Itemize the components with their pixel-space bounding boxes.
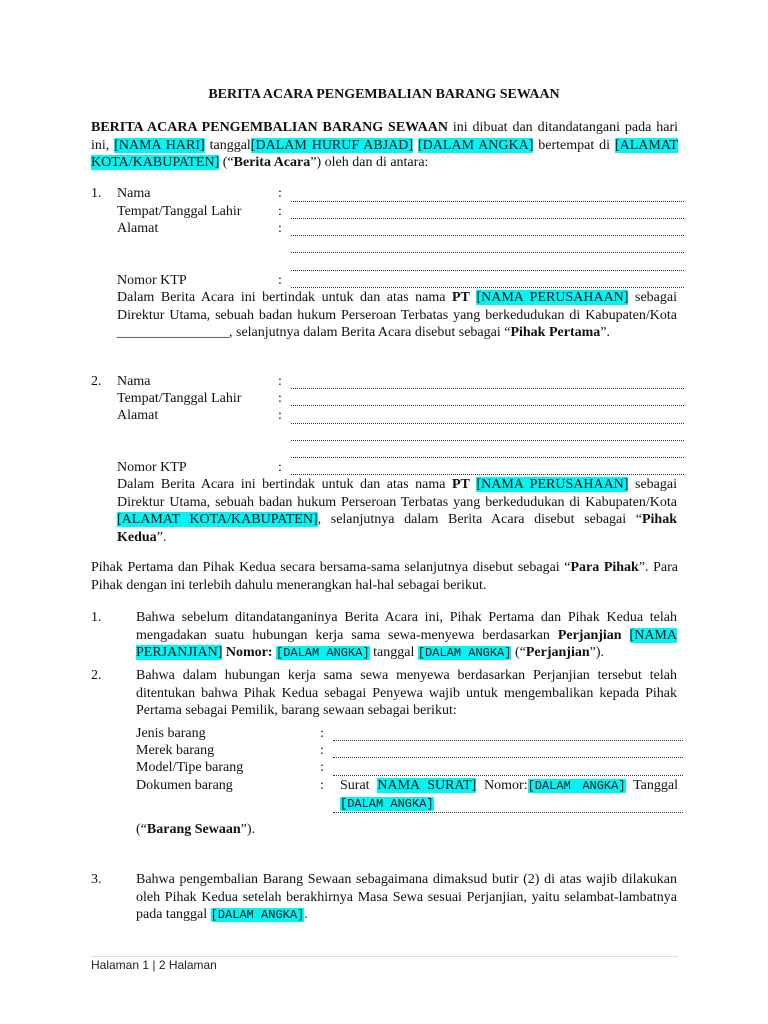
placeholder-dalam-huruf: [DALAM HURUF ABJAD] [250,137,414,153]
colon: : [320,760,324,775]
party-1-label-ttl: Tempat/Tanggal Lahir [117,204,242,219]
colon: : [320,743,324,758]
dokumen-barang-value: Surat NAMA SURAT] Nomor:[DALAM ANGKA] Tanggal [DALAM ANGKA] [340,778,678,811]
placeholder-dalam-angka: [DALAM ANGKA] [418,137,534,153]
fill-line [291,287,684,288]
party-2-label-nama: Nama [117,374,151,389]
colon: : [320,778,324,793]
placeholder-nama-perusahaan: [NAMA PERUSAHAAN] [476,290,629,305]
fill-line [333,740,683,741]
item-1-number: 1. [91,610,102,625]
document-title: BERITA ACARA PENGEMBALIAN BARANG SEWAAN [208,87,560,102]
colon: : [278,460,282,475]
colon: : [278,374,282,389]
placeholder-dalam-angka: [DALAM ANGKA] [276,646,370,661]
intro-paragraph: BERITA ACARA PENGEMBALIAN BARANG SEWAAN ini dibuat dan ditandatangani pada hari ini, [NAMA HARI] tanggal[DALAM HURUF ABJAD] [DALAM ANGKA] bertempat di [ALAMAT KOTA/KABUPATEN] (“Berita Acara”) oleh dan di antara: [91,120,678,171]
party-2-description: Dalam Berita Acara ini bertindak untuk dan atas nama PT [NAMA PERUSAHAAN] sebagai Direktur Utama, sebuah badan hukum Perseroan Terbatas yang berkedudukan di Kabupaten/Kota [ALAMAT KOTA/KABUPATEN], selanjutnya dalam Berita Acara disebut sebagai “Pihak Kedua”. [117,477,677,545]
barang-sewaan-definition: (“Barang Sewaan”). [136,822,256,837]
party-2-label-ktp: Nomor KTP [117,460,187,475]
placeholder-nama-hari: [NAMA HARI] [114,137,205,153]
label-model-barang: Model/Tipe barang [136,760,244,775]
footer-divider [91,956,678,957]
placeholder-dalam-angka: [DALAM ANGKA] [340,797,434,811]
fill-line [291,423,684,424]
label-merek-barang: Merek barang [136,743,215,758]
label-dokumen-barang: Dokumen barang [136,778,233,793]
intro-bold-title: BERITA ACARA PENGEMBALIAN BARANG SEWAAN [91,120,448,135]
placeholder-dalam-angka: [DALAM ANGKA] [417,646,512,661]
item-2-number: 2. [91,668,102,683]
placeholder-nama-surat: NAMA SURAT] [377,778,477,793]
colon: : [320,726,324,741]
item-2-text: Bahwa dalam hubungan kerja sama sewa menyewa berdasarkan Perjanjian tersebut telah ditentukan bahwa Pihak Kedua sebagai Penyewa wajib untuk mengembalikan kepada Pihak Pertama sebagai Pemilik, barang sewaan sebagai berikut: [136,668,677,719]
fill-line [291,252,684,253]
fill-line [291,270,684,271]
colon: : [278,273,282,288]
item-3-text: Bahwa pengembalian Barang Sewaan sebagaimana dimaksud butir (2) di atas wajib dilakukan oleh Pihak Kedua setelah berakhirnya Masa Sewa sesuai Perjanjian, yaitu selambat-lambatnya pada tanggal [DALAM ANGKA]. [136,872,677,923]
fill-line [291,235,684,236]
fill-line [333,757,683,758]
placeholder-nama-perjanjian: [NAMA PERJANJIAN] [136,627,677,661]
fill-line [291,388,684,389]
item-3-number: 3. [91,872,102,887]
label-jenis-barang: Jenis barang [136,726,206,741]
colon: : [278,391,282,406]
placeholder-alamat: [ALAMAT KOTA/KABUPATEN] [91,137,678,171]
fill-line [291,474,684,475]
party-1-description: Dalam Berita Acara ini bertindak untuk dan atas nama PT [NAMA PERUSAHAAN] sebagai Direktur Utama, sebuah badan hukum Perseroan Terbatas yang berkedudukan di Kabupaten/Kota ________________, selanjutnya dalam Berita Acara disebut sebagai “Pihak Pertama”. [117,290,677,341]
page-footer: Halaman 1 | 2 Halaman [91,958,217,972]
colon: : [278,221,282,236]
party-1-number: 1. [91,186,102,201]
party-1-label-alamat: Alamat [117,221,159,236]
placeholder-nama-perusahaan: [NAMA PERUSAHAAN] [476,477,629,492]
party-1-label-nama: Nama [117,186,151,201]
para-pihak-paragraph: Pihak Pertama dan Pihak Kedua secara bersama-sama selanjutnya disebut sebagai “Para Pihak”. Para Pihak dengan ini terlebih dahulu menerangkan hal-hal sebagai berikut. [91,560,678,593]
colon: : [278,204,282,219]
fill-line [333,775,683,776]
colon: : [278,408,282,423]
placeholder-dalam-angka: [DALAM ANGKA] [210,908,305,923]
placeholder-alamat: [ALAMAT KOTA/KABUPATEN] [117,512,318,528]
party-2-label-alamat: Alamat [117,408,159,423]
party-2-number: 2. [91,374,102,389]
fill-line [291,440,684,441]
placeholder-dalam-angka: [DALAM ANGKA] [527,779,626,793]
fill-line [291,201,684,202]
party-1-label-ktp: Nomor KTP [117,273,187,288]
item-1-text: Bahwa sebelum ditandatanganinya Berita Acara ini, Pihak Pertama dan Pihak Kedua telah mengadakan suatu hubungan kerja sama sewa-menyewa berdasarkan Perjanjian [NAMA PERJANJIAN] Nomor: [DALAM ANGKA] tanggal [DALAM ANGKA] (“Perjanjian”). [136,610,677,661]
fill-line [291,405,684,406]
colon: : [278,186,282,201]
fill-line [291,457,684,458]
party-2-label-ttl: Tempat/Tanggal Lahir [117,391,242,406]
fill-line [291,218,684,219]
